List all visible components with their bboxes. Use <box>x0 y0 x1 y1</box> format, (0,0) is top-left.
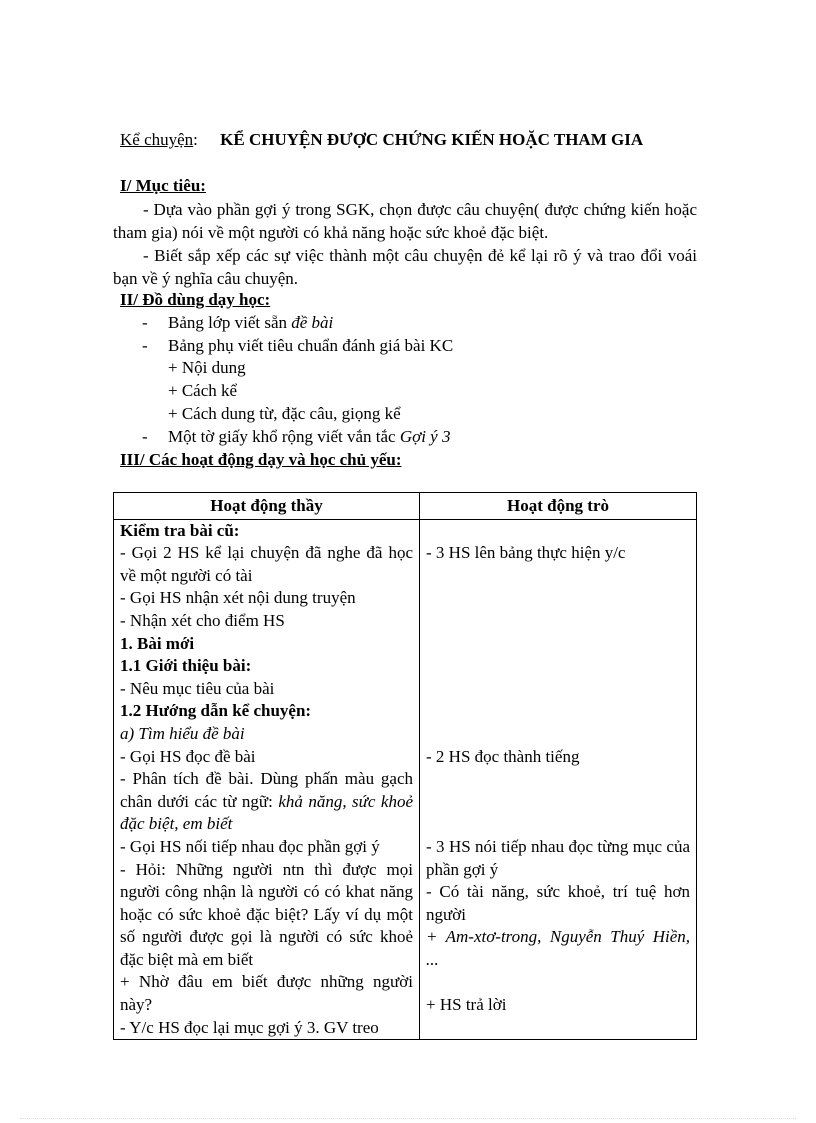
materials-subitem-1: + Nội dung <box>168 358 246 377</box>
col-teacher-header: Hoạt động thầy <box>114 493 420 520</box>
table-row <box>114 519 697 1040</box>
col-student-header: Hoạt động trò <box>420 493 697 520</box>
teacher-step: + Nhờ đâu em biết được những người này? <box>120 972 413 1015</box>
materials-subitem-3: + Cách dung từ, đặc câu, giọng kể <box>168 404 401 423</box>
teacher-activities-cell <box>114 519 420 1040</box>
teacher-step: - Hỏi: Những người ntn thì được mọi người công nhận là người có có khat năng hoặc có sức khoẻ đặc biệt? Lấy ví dụ một số người được gọi là người có sức khoẻ đặc biệt mà em biết <box>120 859 413 969</box>
check-heading: Kiểm tra bài cũ: <box>120 520 240 540</box>
teacher-step: - Nêu mục tiêu của bài <box>120 678 275 698</box>
title-text: KỂ CHUYỆN ĐƯỢC CHỨNG KIẾN HOẶC THAM GIA <box>220 130 644 149</box>
guide-heading: 1.2 Hướng dẫn kể chuyện: <box>120 701 312 721</box>
teacher-subheading: a) Tìm hiểu đề bài <box>120 723 245 743</box>
materials-item-1: - Bảng lớp viết sẵn đề bài <box>142 313 334 332</box>
student-step: - Có tài năng, sức khoẻ, trí tuệ hơn người <box>426 882 690 924</box>
materials-item-2: - Bảng phụ viết tiêu chuẩn đánh giá bài KC <box>142 336 454 355</box>
student-step: - 3 HS nói tiếp nhau đọc từng mục của phần gợi ý <box>426 836 690 879</box>
lesson-title: Kể chuyện: KỂ CHUYỆN ĐƯỢC CHỨNG KIẾN HOẶC THAM GIA <box>120 130 644 149</box>
teacher-step: - Y/c HS đọc lại mục gợi ý 3. GV treo <box>120 1017 379 1037</box>
section-activities-heading: III/ Các hoạt động dạy và học chủ yếu: <box>120 450 402 469</box>
table-header-row <box>114 493 697 520</box>
objectives-text <box>113 198 697 290</box>
activities-table <box>113 492 697 1040</box>
subject-label: Kể chuyện <box>120 130 194 149</box>
objective-1: - Dựa vào phần gợi ý trong SGK, chọn được câu chuyện( được chứng kiến hoặc tham gia) nói về một người có khả năng hoặc sức khoẻ đặc biệt. <box>113 200 697 242</box>
teacher-step: - Phân tích đề bài. Dùng phấn màu gạch chân dưới các từ ngữ: khả năng, sức khoẻ đặc biệt, em biết <box>120 769 413 834</box>
objective-2: - Biết sắp xếp các sự việc thành một câu chuyện đẻ kể lại rõ ý và trao đổi voái bạn về ý nghĩa câu chuyện. <box>113 246 697 288</box>
student-step: + HS trả lời <box>426 995 507 1015</box>
student-step: - 3 HS lên bảng thực hiện y/c <box>426 543 626 563</box>
teacher-step: - Nhận xét cho điểm HS <box>120 610 285 630</box>
intro-heading: 1.1 Giới thiệu bài: <box>120 656 252 676</box>
section-objectives-heading: I/ Mục tiêu: <box>120 176 206 195</box>
materials-subitem-2: + Cách kể <box>168 381 238 400</box>
student-step: + Am-xtơ-trong, Nguyễn Thuý Hiền, ... <box>426 927 690 969</box>
teacher-step: - Gọi HS nhận xét nội dung truyện <box>120 588 356 608</box>
student-activities-cell <box>420 519 697 1040</box>
student-step: - 2 HS đọc thành tiếng <box>426 746 580 766</box>
teacher-step: - Gọi HS nối tiếp nhau đọc phần gợi ý <box>120 836 380 856</box>
materials-item-3: - Một tờ giấy khổ rộng viết vắn tắc Gợi ý 3 <box>142 427 451 446</box>
teacher-step: - Gọi HS đọc đề bài <box>120 746 256 766</box>
section-materials-heading: II/ Đồ dùng dạy học: <box>120 290 271 309</box>
new-lesson-heading: 1. Bài mới <box>120 633 195 653</box>
page-bottom-rule <box>20 1118 796 1119</box>
teacher-step: - Gọi 2 HS kể lại chuyện đã nghe đã học về một người có tài <box>120 543 413 585</box>
